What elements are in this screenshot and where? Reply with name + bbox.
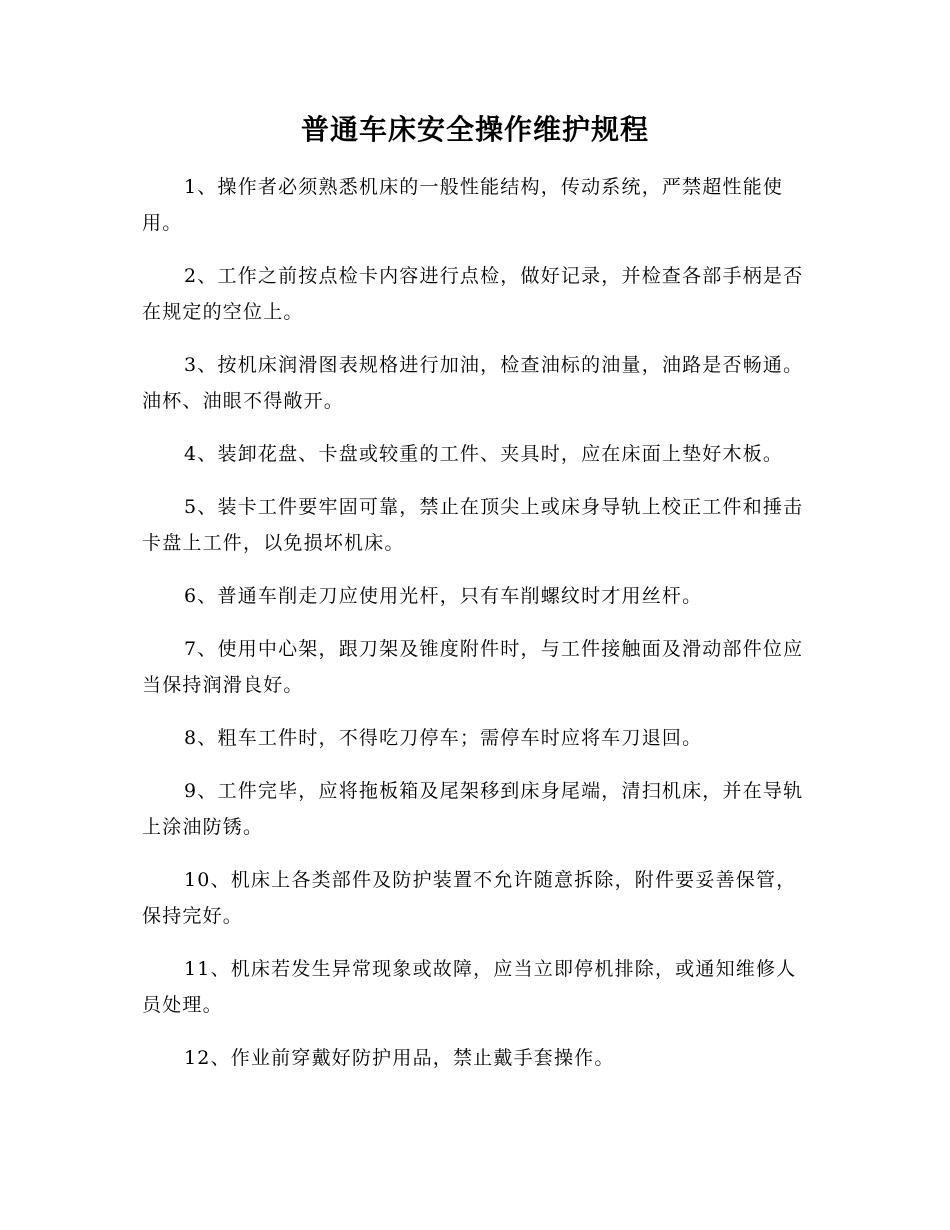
rule-item-4: 4、装卸花盘、卡盘或较重的工件、夹具时，应在床面上垫好木板。 [184, 443, 784, 465]
rule-item-6: 6、普通车削走刀应使用光杆，只有车削螺纹时才用丝杆。 [184, 585, 703, 607]
document-title: 普通车床安全操作维护规程 [300, 113, 649, 146]
rule-item-10: 10、机床上各类部件及防护装置不允许随意拆除，附件要妥善保管，保持完好。 [142, 869, 797, 927]
rule-item-1: 1、操作者必须熟悉机床的一般性能结构，传动系统，严禁超性能使用。 [142, 176, 784, 234]
rule-item-5: 5、装卡工件要牢固可靠，禁止在顶尖上或床身导轨上校正工件和捶击卡盘上工件，以免损坏机床。 [142, 496, 804, 554]
rule-item-8: 8、粗车工件时，不得吃刀停车；需停车时应将车刀退回。 [184, 727, 703, 749]
rule-item-9: 9、工件完毕，应将拖板箱及尾架移到床身尾端，清扫机床，并在导轨上涂油防锈。 [142, 780, 804, 838]
rule-item-7: 7、使用中心架，跟刀架及锥度附件时，与工件接触面及滑动部件位应当保持润滑良好。 [142, 638, 804, 696]
rule-item-2: 2、工作之前按点检卡内容进行点检，做好记录，并检查各部手柄是否在规定的空位上。 [142, 265, 804, 323]
rule-item-12: 12、作业前穿戴好防护用品，禁止戴手套操作。 [184, 1047, 615, 1069]
rules-list [142, 169, 808, 1076]
rule-item-3: 3、按机床润滑图表规格进行加油，检查油标的油量，油路是否畅通。油杯、油眼不得敞开。 [142, 354, 804, 412]
rule-item-11: 11、机床若发生异常现象或故障，应当立即停机排除，或通知维修人员处理。 [142, 958, 797, 1016]
